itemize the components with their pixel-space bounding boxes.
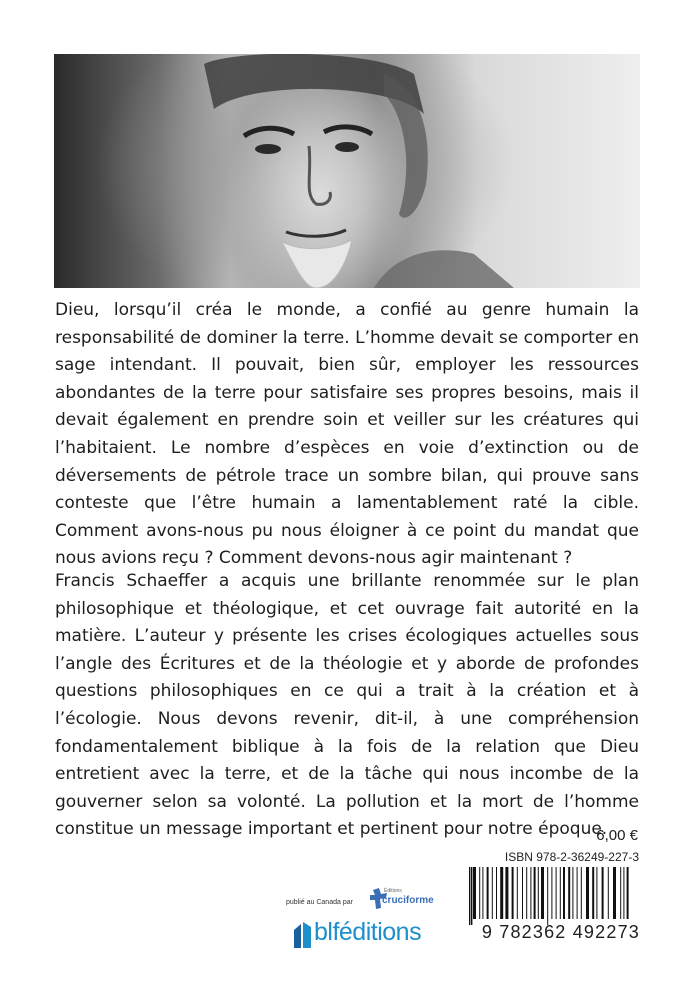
barcode-block <box>455 845 640 955</box>
blf-book-icon <box>292 920 314 950</box>
description-paragraph-2: Francis Schaeffer a acquis une brillante renommée sur le plan philosophique et théologique, et cet ouvrage fait autorité en la matière. L’auteur y présente les crises écologiques actuelles sous l’angle des Écritures et de la théologie et y aborde de profondes questions philosophiques en ce qui a trait à la création et à l’écologie. Nous devons revenir, dit-il, à une compréhension fondamentalement biblique à la fois de la relation que Dieu entretient avec la terre, et de la tâche qui nous incombe de la gouverner selon sa volonté. La pollution et la mort de l’homme constitue un message important et pertinent pour notre époque. <box>55 571 639 840</box>
cruciforme-name: cruciforme <box>382 895 434 906</box>
published-in-canada-note: publié au Canada par <box>286 899 353 906</box>
barcode-icon <box>455 867 640 925</box>
author-portrait-illustration <box>54 54 640 288</box>
publisher-logo-text: blféditions <box>314 918 422 946</box>
isbn-label: ISBN 978-2-36249-227-3 <box>504 850 639 864</box>
cruciforme-editions-label: Éditions <box>384 888 402 894</box>
price-label: 6,00 € <box>596 827 638 844</box>
barcode-digits: 9 782362 492273 <box>481 922 640 942</box>
description-paragraph-1: Dieu, lorsqu’il créa le monde, a confié au genre humain la responsabilité de dominer la terre. L’homme devait se comporter en sage intendant. Il pouvait, bien sûr, employer les ressources abondantes de la terre pour satisfaire ses propres besoins, mais il devait également en prendre soin et veiller sur les créatures qui l’habitaient. Le nombre d’espèces en voie d’extinction ou de déversements de pétrole trace un sombre bilan, qui prouve sans conteste que l’être humain a lamentablement raté la cible. Comment avons-nous pu nous éloigner à ce point du mandat que nous avions reçu ? Comment devons-nous agir maintenant ? <box>55 300 639 569</box>
author-photo <box>54 54 640 288</box>
